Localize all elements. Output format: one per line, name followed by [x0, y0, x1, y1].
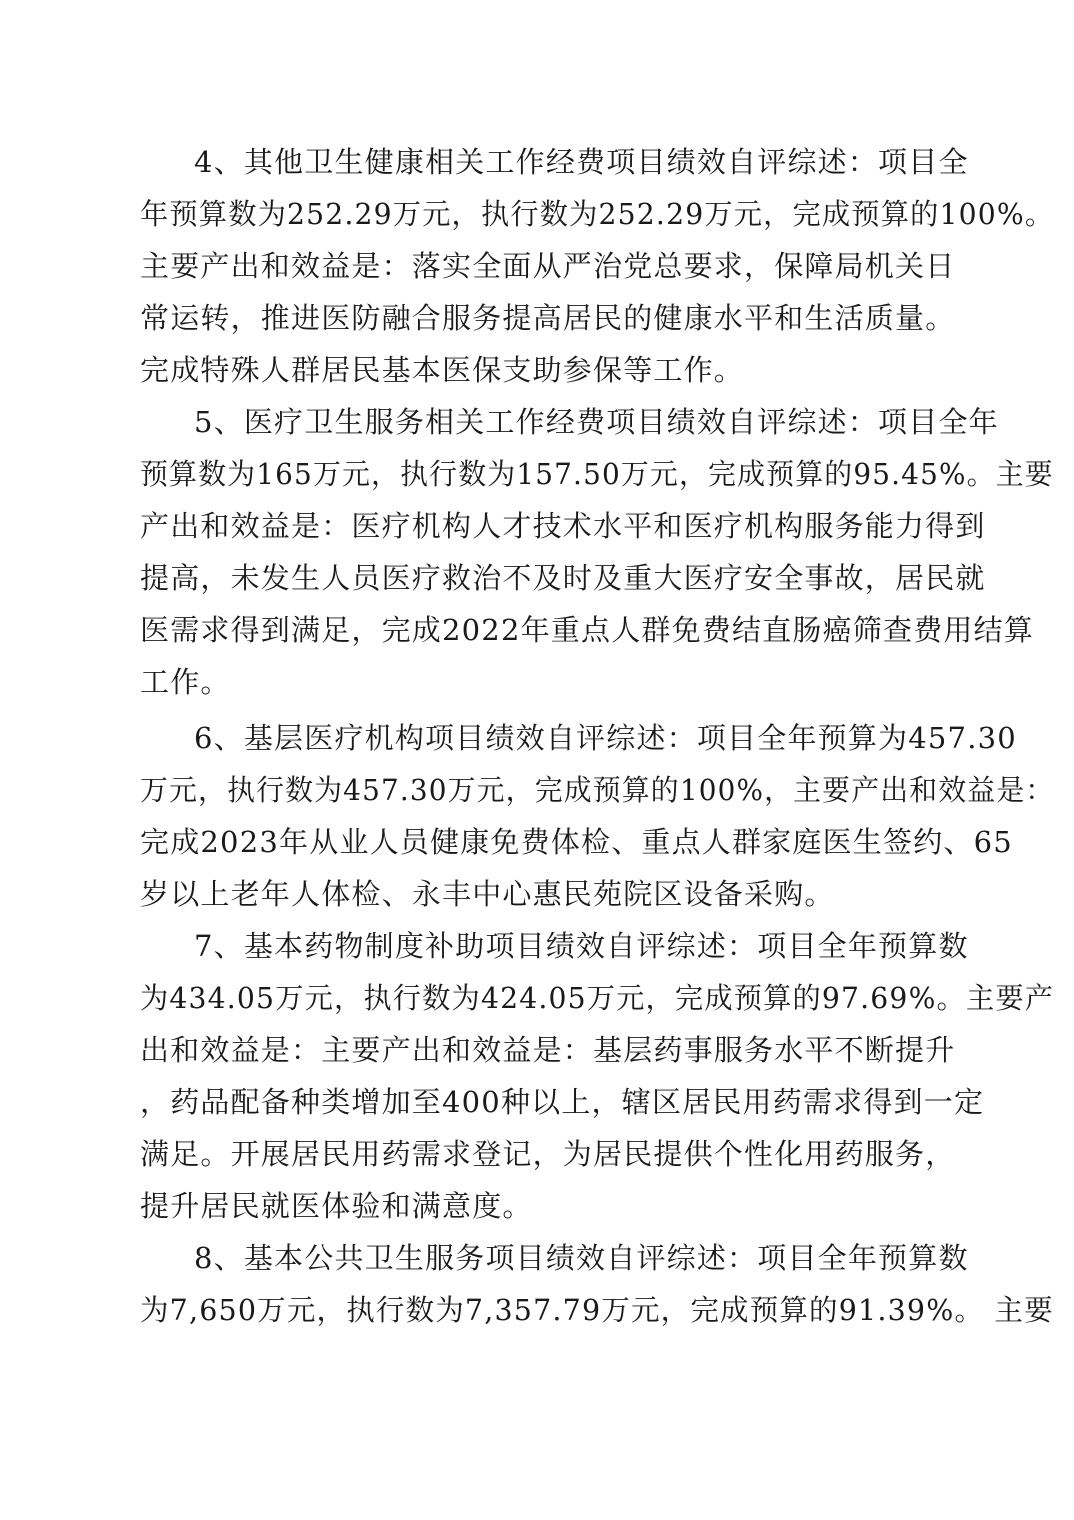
paragraph-4-line-1: 4、其他卫生健康相关工作经费项目绩效自评综述：项目全: [194, 145, 969, 179]
paragraph-5-line-4: 提高，未发生人员医疗救治不及时及重大医疗安全事故，居民就: [140, 561, 986, 595]
paragraph-5-line-1: 5、医疗卫生服务相关工作经费项目绩效自评综述：项目全年: [194, 405, 999, 439]
paragraph-5-line-3: 产出和效益是：医疗机构人才技术水平和医疗机构服务能力得到: [140, 509, 986, 543]
paragraph-7-line-5: 满足。开展居民用药需求登记，为居民提供个性化用药服务，: [140, 1137, 956, 1171]
paragraph-6-line-3: 完成2023年从业人员健康免费体检、重点人群家庭医生签约、65: [140, 825, 1013, 859]
paragraph-4-line-5: 完成特殊人群居民基本医保支助参保等工作。: [140, 353, 745, 387]
paragraph-8-line-1: 8、基本公共卫生服务项目绩效自评综述：项目全年预算数: [194, 1241, 969, 1275]
paragraph-7-line-6: 提升居民就医体验和满意度。: [140, 1189, 533, 1223]
paragraph-7-line-3: 出和效益是：主要产出和效益是：基层药事服务水平不断提升: [140, 1033, 956, 1067]
paragraph-5-line-2: 预算数为165万元，执行数为157.50万元，完成预算的95.45%。主要: [140, 457, 1054, 491]
paragraph-4-line-4: 常运转，推进医防融合服务提高居民的健康水平和生活质量。: [140, 301, 956, 335]
paragraph-8-line-2: 为7,650万元，执行数为7,357.79万元，完成预算的91.39%。 主要: [140, 1293, 1054, 1327]
paragraph-6-line-1: 6、基层医疗机构项目绩效自评综述：项目全年预算为457.30: [194, 721, 1017, 755]
paragraph-4-line-2: 年预算数为252.29万元，执行数为252.29万元，完成预算的100%。: [140, 197, 1055, 231]
paragraph-4-line-3: 主要产出和效益是：落实全面从严治党总要求，保障局机关日: [140, 249, 956, 283]
paragraph-7-line-1: 7、基本药物制度补助项目绩效自评综述：项目全年预算数: [194, 929, 969, 963]
paragraph-7-line-4: ，药品配备种类增加至400种以上，辖区居民用药需求得到一定: [140, 1085, 985, 1119]
paragraph-5-line-6: 工作。: [140, 665, 231, 699]
paragraph-6-line-2: 万元，执行数为457.30万元，完成预算的100%，主要产出和效益是：: [140, 773, 1055, 807]
paragraph-7-line-2: 为434.05万元，执行数为424.05万元，完成预算的97.69%。主要产: [140, 981, 1055, 1015]
paragraph-5-line-5: 医需求得到满足，完成2022年重点人群免费结直肠癌筛查费用结算: [140, 613, 1035, 647]
paragraph-6-line-4: 岁以上老年人体检、永丰中心惠民苑院区设备采购。: [140, 877, 835, 911]
